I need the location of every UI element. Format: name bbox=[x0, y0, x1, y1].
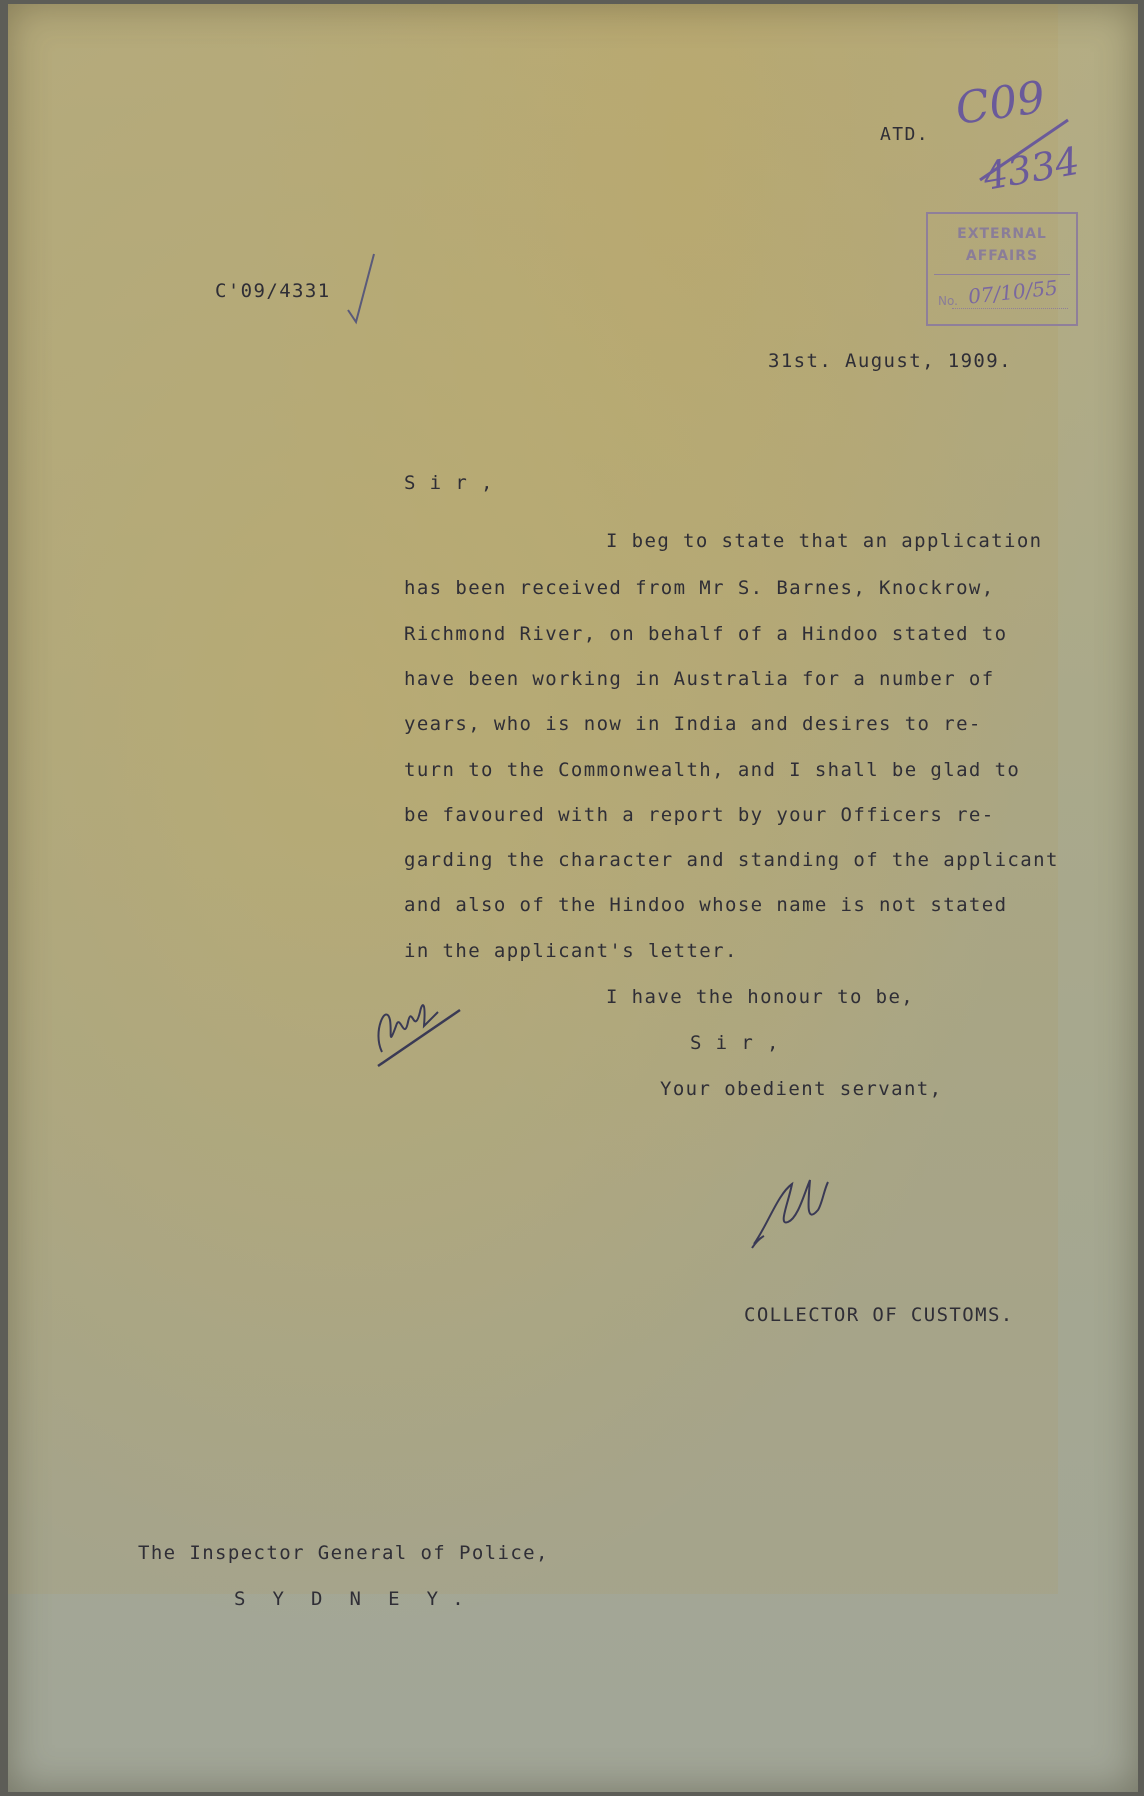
letter-date: 31st. August, 1909. bbox=[768, 350, 1012, 372]
salutation: S i r , bbox=[404, 472, 494, 494]
external-affairs-stamp bbox=[926, 212, 1078, 326]
body-line: has been received from Mr S. Barnes, Knockrow, bbox=[404, 577, 995, 599]
body-line: I beg to state that an application bbox=[606, 530, 1043, 552]
stamp-no-label: No. bbox=[938, 294, 958, 308]
handwritten-file-reference bbox=[946, 62, 1136, 202]
closing-honour: I have the honour to be, bbox=[606, 986, 915, 1008]
stamp-line1: EXTERNAL bbox=[957, 226, 1047, 242]
signature bbox=[748, 1174, 838, 1254]
signatory-title: COLLECTOR OF CUSTOMS. bbox=[744, 1304, 1014, 1326]
atd-label: ATD. bbox=[880, 124, 929, 145]
hand-ref-top: C09 bbox=[952, 71, 1049, 135]
hand-ref-bottom: 4334 bbox=[979, 138, 1083, 199]
addressee-line2: S Y D N E Y . bbox=[234, 1588, 466, 1610]
body-line: turn to the Commonwealth, and I shall be glad to bbox=[404, 759, 1021, 781]
body-line: garding the character and standing of the applicant bbox=[404, 849, 1059, 871]
closing-sir: S i r , bbox=[690, 1032, 780, 1054]
reference-number: C'09/4331 bbox=[215, 280, 331, 302]
stamp-line2: AFFAIRS bbox=[965, 248, 1039, 264]
stamp-dotted-line bbox=[952, 308, 1068, 309]
body-line: and also of the Hindoo whose name is not stated bbox=[404, 894, 1008, 916]
body-line: have been working in Australia for a number of bbox=[404, 668, 995, 690]
stamp-date: 07/10/55 bbox=[966, 275, 1059, 309]
body-line: be favoured with a report by your Officers re- bbox=[404, 804, 995, 826]
stamp-rule bbox=[934, 274, 1070, 275]
document-sheet bbox=[8, 4, 1138, 1792]
reference-tick-mark bbox=[344, 250, 384, 340]
closing-servant: Your obedient servant, bbox=[660, 1078, 943, 1100]
body-line: years, who is now in India and desires to re- bbox=[404, 713, 982, 735]
addressee-line1: The Inspector General of Police, bbox=[138, 1542, 549, 1564]
body-line: in the applicant's letter. bbox=[404, 940, 738, 962]
body-line: Richmond River, on behalf of a Hindoo stated to bbox=[404, 623, 1008, 645]
margin-initials bbox=[368, 982, 468, 1072]
